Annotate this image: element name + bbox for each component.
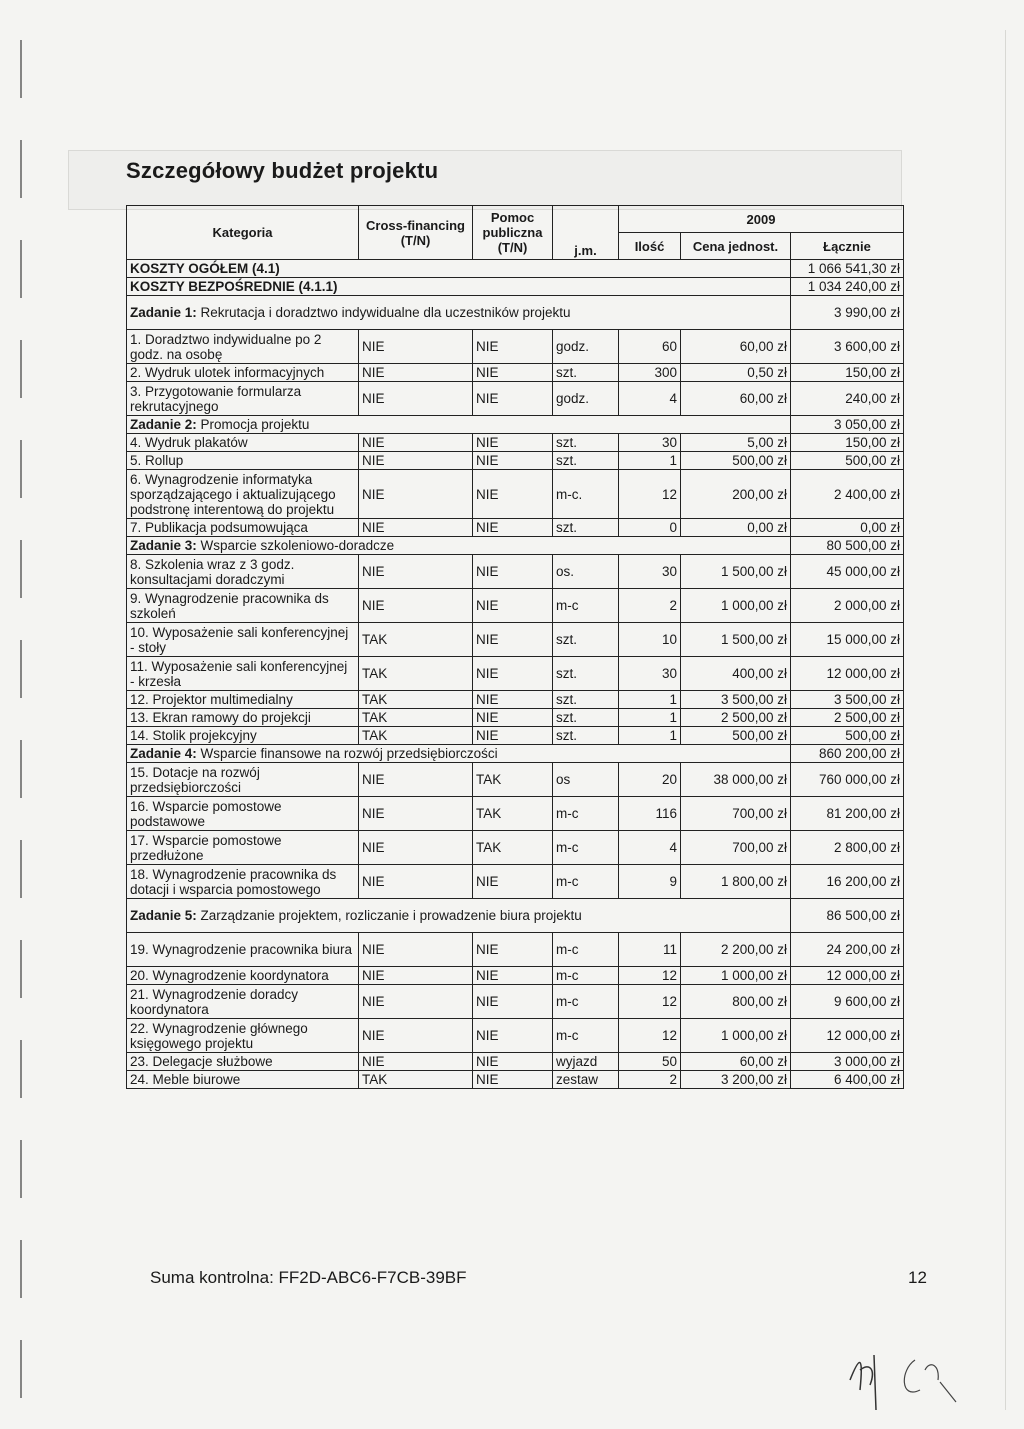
item-name: 3. Przygotowanie formularza rekrutacyjnego (127, 382, 359, 416)
item-quantity: 1 (619, 452, 681, 470)
item-unit: szt. (553, 657, 619, 691)
item-pomoc-publiczna: NIE (473, 452, 553, 470)
item-name: 9. Wynagrodzenie pracownika ds szkoleń (127, 589, 359, 623)
item-total: 2 400,00 zł (791, 470, 904, 519)
item-pomoc-publiczna: NIE (473, 691, 553, 709)
item-unit-price: 60,00 zł (681, 382, 791, 416)
col-year: 2009 (619, 206, 904, 233)
item-unit: zestaw (553, 1071, 619, 1089)
item-pomoc-publiczna: NIE (473, 985, 553, 1019)
item-total: 500,00 zł (791, 452, 904, 470)
item-unit: m-c (553, 865, 619, 899)
item-unit: m-c. (553, 470, 619, 519)
task-row (127, 899, 904, 933)
budget-item-row (127, 933, 904, 967)
budget-item-row (127, 452, 904, 470)
item-unit-price: 1 000,00 zł (681, 589, 791, 623)
item-name: 10. Wyposażenie sali konferencyjnej - stoły (127, 623, 359, 657)
item-total: 760 000,00 zł (791, 763, 904, 797)
item-pomoc-publiczna: NIE (473, 657, 553, 691)
budget-item-row (127, 382, 904, 416)
item-name: 5. Rollup (127, 452, 359, 470)
item-total: 12 000,00 zł (791, 1019, 904, 1053)
item-quantity: 11 (619, 933, 681, 967)
task-number: Zadanie 4: (130, 746, 197, 761)
budget-item-row (127, 709, 904, 727)
budget-item-row (127, 434, 904, 452)
item-pomoc-publiczna: NIE (473, 555, 553, 589)
item-name: 19. Wynagrodzenie pracownika biura (127, 933, 359, 967)
item-cross-financing: TAK (359, 727, 473, 745)
item-name: 16. Wsparcie pomostowe podstawowe (127, 797, 359, 831)
item-cross-financing: NIE (359, 831, 473, 865)
task-row (127, 537, 904, 555)
total-row-bezposrednie (127, 278, 904, 296)
budget-item-row (127, 589, 904, 623)
item-total: 45 000,00 zł (791, 555, 904, 589)
budget-item-row (127, 967, 904, 985)
item-cross-financing: NIE (359, 589, 473, 623)
task-number: Zadanie 5: (130, 908, 197, 923)
item-unit: m-c (553, 985, 619, 1019)
item-unit: szt. (553, 364, 619, 382)
item-unit-price: 400,00 zł (681, 657, 791, 691)
budget-table (126, 205, 904, 1089)
task-label (127, 537, 791, 555)
col-ilosc: Ilość (619, 233, 681, 260)
item-name: 12. Projektor multimedialny (127, 691, 359, 709)
task-row (127, 416, 904, 434)
budget-item-row (127, 691, 904, 709)
item-cross-financing: NIE (359, 382, 473, 416)
item-unit-price: 500,00 zł (681, 727, 791, 745)
budget-item-row (127, 1071, 904, 1089)
item-total: 15 000,00 zł (791, 623, 904, 657)
page-edge-marks (20, 40, 22, 1420)
item-pomoc-publiczna: TAK (473, 797, 553, 831)
item-name: 7. Publikacja podsumowująca (127, 519, 359, 537)
col-kategoria: Kategoria (127, 206, 359, 260)
item-quantity: 30 (619, 657, 681, 691)
item-pomoc-publiczna: NIE (473, 330, 553, 364)
item-quantity: 4 (619, 831, 681, 865)
item-unit: m-c (553, 831, 619, 865)
item-unit-price: 700,00 zł (681, 797, 791, 831)
item-quantity: 60 (619, 330, 681, 364)
item-cross-financing: NIE (359, 763, 473, 797)
item-name: 14. Stolik projekcyjny (127, 727, 359, 745)
task-name: Promocja projektu (196, 417, 310, 432)
item-total: 150,00 zł (791, 364, 904, 382)
item-name: 21. Wynagrodzenie doradcy koordynatora (127, 985, 359, 1019)
task-number: Zadanie 1: (130, 305, 197, 320)
item-unit: godz. (553, 382, 619, 416)
item-unit: szt. (553, 623, 619, 657)
item-unit-price: 2 500,00 zł (681, 709, 791, 727)
item-quantity: 30 (619, 555, 681, 589)
item-total: 9 600,00 zł (791, 985, 904, 1019)
item-unit-price: 2 200,00 zł (681, 933, 791, 967)
item-unit: m-c (553, 797, 619, 831)
item-unit-price: 0,50 zł (681, 364, 791, 382)
item-name: 2. Wydruk ulotek informacyjnych (127, 364, 359, 382)
item-pomoc-publiczna: NIE (473, 1071, 553, 1089)
item-total: 3 600,00 zł (791, 330, 904, 364)
item-unit: godz. (553, 330, 619, 364)
item-unit-price: 3 200,00 zł (681, 1071, 791, 1089)
budget-item-row (127, 330, 904, 364)
item-unit: szt. (553, 452, 619, 470)
item-cross-financing: NIE (359, 967, 473, 985)
item-pomoc-publiczna: NIE (473, 519, 553, 537)
task-label (127, 296, 791, 330)
item-pomoc-publiczna: NIE (473, 434, 553, 452)
item-unit-price: 1 000,00 zł (681, 1019, 791, 1053)
item-cross-financing: NIE (359, 865, 473, 899)
item-cross-financing: NIE (359, 470, 473, 519)
item-quantity: 12 (619, 1019, 681, 1053)
item-pomoc-publiczna: NIE (473, 623, 553, 657)
budget-body (127, 260, 904, 1089)
item-name: 1. Doradztwo indywidualne po 2 godz. na osobę (127, 330, 359, 364)
item-pomoc-publiczna: NIE (473, 727, 553, 745)
item-quantity: 116 (619, 797, 681, 831)
item-cross-financing: NIE (359, 1019, 473, 1053)
budget-item-row (127, 623, 904, 657)
item-total: 2 800,00 zł (791, 831, 904, 865)
page-edge (1005, 30, 1006, 1410)
col-jm: j.m. (553, 206, 619, 260)
item-unit: szt. (553, 434, 619, 452)
item-unit: os (553, 763, 619, 797)
item-total: 0,00 zł (791, 519, 904, 537)
item-unit: m-c (553, 967, 619, 985)
total-label: KOSZTY BEZPOŚREDNIE (4.1.1) (127, 278, 791, 296)
item-pomoc-publiczna: TAK (473, 763, 553, 797)
item-cross-financing: TAK (359, 709, 473, 727)
item-unit: m-c (553, 1019, 619, 1053)
item-quantity: 2 (619, 1071, 681, 1089)
col-cross-financing: Cross-financing (T/N) (359, 206, 473, 260)
item-unit: szt. (553, 519, 619, 537)
item-unit-price: 700,00 zł (681, 831, 791, 865)
budget-item-row (127, 831, 904, 865)
item-pomoc-publiczna: NIE (473, 709, 553, 727)
budget-item-row (127, 1053, 904, 1071)
item-quantity: 1 (619, 691, 681, 709)
budget-item-row (127, 364, 904, 382)
budget-item-row (127, 763, 904, 797)
item-name: 11. Wyposażenie sali konferencyjnej - krzesła (127, 657, 359, 691)
item-unit-price: 60,00 zł (681, 330, 791, 364)
item-quantity: 4 (619, 382, 681, 416)
item-pomoc-publiczna: NIE (473, 589, 553, 623)
task-name: Wsparcie finansowe na rozwój przedsiębiorczości (196, 746, 498, 761)
item-quantity: 0 (619, 519, 681, 537)
item-quantity: 12 (619, 985, 681, 1019)
task-name: Zarządzanie projektem, rozliczanie i prowadzenie biura projektu (196, 908, 582, 923)
budget-item-row (127, 797, 904, 831)
task-number: Zadanie 3: (130, 538, 197, 553)
budget-item-row (127, 727, 904, 745)
budget-item-row (127, 865, 904, 899)
item-quantity: 1 (619, 709, 681, 727)
item-quantity: 12 (619, 967, 681, 985)
item-cross-financing: TAK (359, 691, 473, 709)
item-total: 12 000,00 zł (791, 967, 904, 985)
item-pomoc-publiczna: NIE (473, 1053, 553, 1071)
item-name: 15. Dotacje na rozwój przedsiębiorczości (127, 763, 359, 797)
item-name: 17. Wsparcie pomostowe przedłużone (127, 831, 359, 865)
item-quantity: 1 (619, 727, 681, 745)
item-cross-financing: NIE (359, 519, 473, 537)
item-unit-price: 1 800,00 zł (681, 865, 791, 899)
item-quantity: 10 (619, 623, 681, 657)
item-total: 6 400,00 zł (791, 1071, 904, 1089)
item-unit-price: 800,00 zł (681, 985, 791, 1019)
item-cross-financing: NIE (359, 985, 473, 1019)
budget-item-row (127, 470, 904, 519)
item-total: 3 000,00 zł (791, 1053, 904, 1071)
item-cross-financing: NIE (359, 797, 473, 831)
item-unit-price: 200,00 zł (681, 470, 791, 519)
col-cena: Cena jednost. (681, 233, 791, 260)
item-name: 20. Wynagrodzenie koordynatora (127, 967, 359, 985)
item-cross-financing: NIE (359, 452, 473, 470)
item-total: 240,00 zł (791, 382, 904, 416)
item-unit: os. (553, 555, 619, 589)
item-pomoc-publiczna: NIE (473, 364, 553, 382)
task-number: Zadanie 2: (130, 417, 197, 432)
item-name: 13. Ekran ramowy do projekcji (127, 709, 359, 727)
item-cross-financing: NIE (359, 434, 473, 452)
item-unit-price: 1 000,00 zł (681, 967, 791, 985)
total-value: 1 066 541,30 zł (791, 260, 904, 278)
item-quantity: 2 (619, 589, 681, 623)
item-quantity: 30 (619, 434, 681, 452)
page-title: Szczegółowy budżet projektu (126, 158, 439, 183)
item-cross-financing: NIE (359, 364, 473, 382)
item-pomoc-publiczna: NIE (473, 470, 553, 519)
total-row-ogolem (127, 260, 904, 278)
item-unit: wyjazd (553, 1053, 619, 1071)
item-unit-price: 1 500,00 zł (681, 623, 791, 657)
item-quantity: 12 (619, 470, 681, 519)
col-lacznie: Łącznie (791, 233, 904, 260)
task-total: 80 500,00 zł (791, 537, 904, 555)
handwritten-initials (830, 1340, 970, 1415)
total-label: KOSZTY OGÓŁEM (4.1) (127, 260, 791, 278)
task-row (127, 296, 904, 330)
item-unit: szt. (553, 709, 619, 727)
item-unit: m-c (553, 933, 619, 967)
item-name: 23. Delegacje służbowe (127, 1053, 359, 1071)
budget-item-row (127, 985, 904, 1019)
item-cross-financing: NIE (359, 555, 473, 589)
task-total: 860 200,00 zł (791, 745, 904, 763)
item-name: 24. Meble biurowe (127, 1071, 359, 1089)
col-pomoc-publiczna: Pomoc publiczna (T/N) (473, 206, 553, 260)
item-total: 16 200,00 zł (791, 865, 904, 899)
task-label (127, 416, 791, 434)
item-name: 8. Szkolenia wraz z 3 godz. konsultacjami doradczymi (127, 555, 359, 589)
total-value: 1 034 240,00 zł (791, 278, 904, 296)
item-cross-financing: NIE (359, 330, 473, 364)
item-quantity: 300 (619, 364, 681, 382)
item-name: 18. Wynagrodzenie pracownika ds dotacji i wsparcia pomostowego (127, 865, 359, 899)
item-unit: szt. (553, 691, 619, 709)
item-unit-price: 500,00 zł (681, 452, 791, 470)
item-total: 3 500,00 zł (791, 691, 904, 709)
item-cross-financing: TAK (359, 623, 473, 657)
item-pomoc-publiczna: NIE (473, 865, 553, 899)
item-unit: szt. (553, 727, 619, 745)
item-total: 12 000,00 zł (791, 657, 904, 691)
item-unit-price: 1 500,00 zł (681, 555, 791, 589)
budget-item-row (127, 1019, 904, 1053)
item-quantity: 20 (619, 763, 681, 797)
item-total: 2 500,00 zł (791, 709, 904, 727)
header-row-top (127, 206, 904, 233)
budget-item-row (127, 657, 904, 691)
item-pomoc-publiczna: TAK (473, 831, 553, 865)
item-total: 24 200,00 zł (791, 933, 904, 967)
item-unit-price: 0,00 zł (681, 519, 791, 537)
item-cross-financing: TAK (359, 1071, 473, 1089)
item-cross-financing: NIE (359, 933, 473, 967)
item-unit-price: 60,00 zł (681, 1053, 791, 1071)
item-unit-price: 3 500,00 zł (681, 691, 791, 709)
item-total: 500,00 zł (791, 727, 904, 745)
item-total: 2 000,00 zł (791, 589, 904, 623)
page-number: 12 (908, 1268, 927, 1287)
task-label (127, 899, 791, 933)
item-name: 4. Wydruk plakatów (127, 434, 359, 452)
item-quantity: 9 (619, 865, 681, 899)
item-cross-financing: NIE (359, 1053, 473, 1071)
task-row (127, 745, 904, 763)
budget-item-row (127, 519, 904, 537)
item-unit: m-c (553, 589, 619, 623)
task-total: 3 990,00 zł (791, 296, 904, 330)
item-pomoc-publiczna: NIE (473, 967, 553, 985)
item-quantity: 50 (619, 1053, 681, 1071)
item-pomoc-publiczna: NIE (473, 1019, 553, 1053)
budget-item-row (127, 555, 904, 589)
item-pomoc-publiczna: NIE (473, 933, 553, 967)
item-pomoc-publiczna: NIE (473, 382, 553, 416)
item-name: 6. Wynagrodzenie informatyka sporządzającego i aktualizującego podstronę interentową do projektu (127, 470, 359, 519)
task-name: Wsparcie szkoleniowo-doradcze (196, 538, 395, 553)
item-name: 22. Wynagrodzenie głównego księgowego projektu (127, 1019, 359, 1053)
task-label (127, 745, 791, 763)
item-unit-price: 38 000,00 zł (681, 763, 791, 797)
item-total: 81 200,00 zł (791, 797, 904, 831)
item-total: 150,00 zł (791, 434, 904, 452)
task-total: 3 050,00 zł (791, 416, 904, 434)
item-cross-financing: TAK (359, 657, 473, 691)
checksum-text: Suma kontrolna: FF2D-ABC6-F7CB-39BF (150, 1268, 467, 1287)
task-name: Rekrutacja i doradztwo indywidualne dla uczestników projektu (196, 305, 571, 320)
item-unit-price: 5,00 zł (681, 434, 791, 452)
task-total: 86 500,00 zł (791, 899, 904, 933)
